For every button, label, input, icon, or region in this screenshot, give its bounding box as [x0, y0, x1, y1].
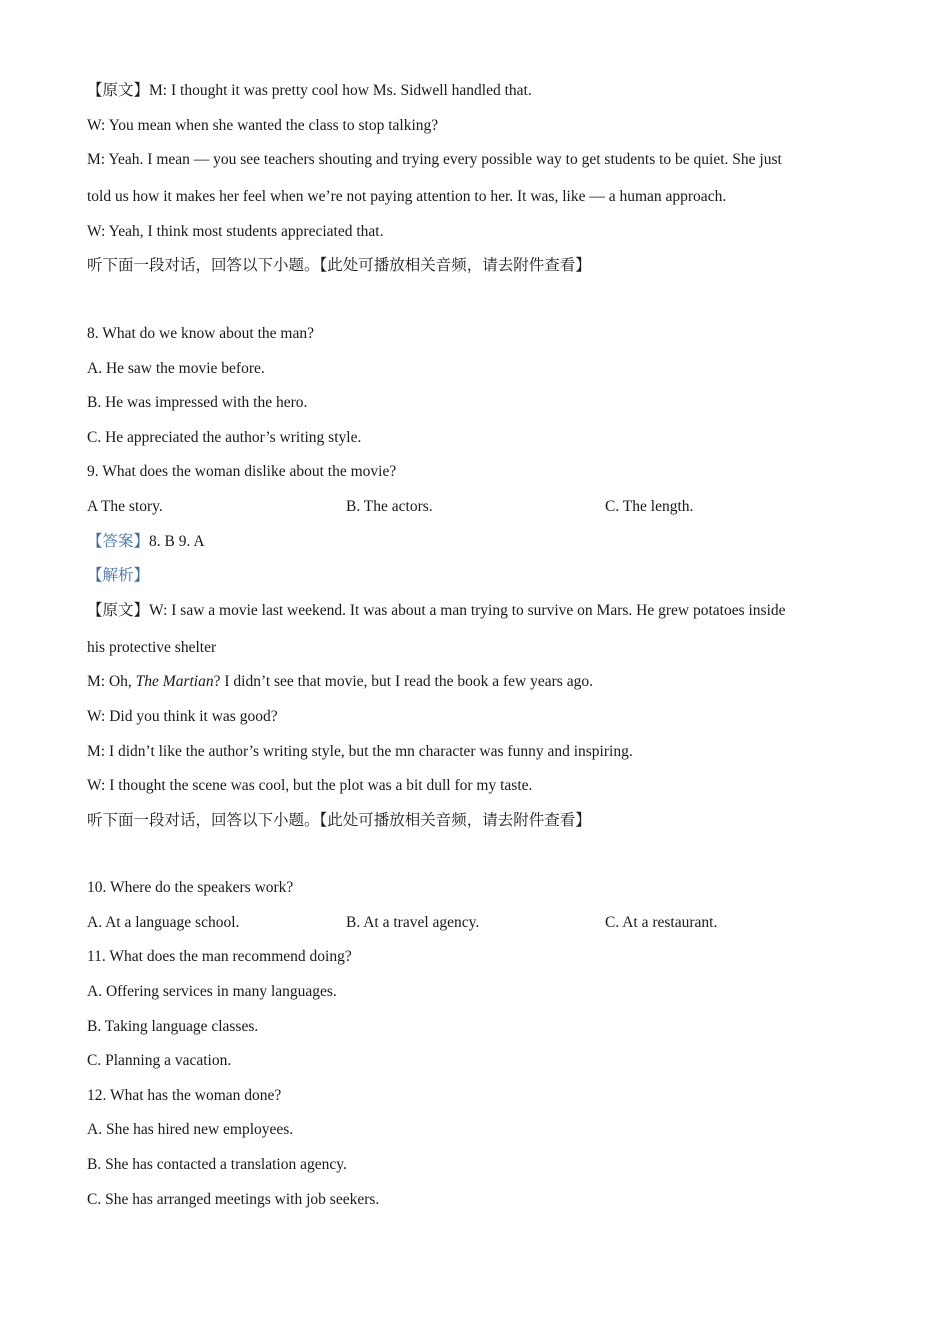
question-option: B. Taking language classes.: [87, 1017, 259, 1035]
question-option: C. At a restaurant.: [605, 913, 718, 931]
transcript-line: his protective shelter: [87, 638, 217, 656]
question-option: B. At a travel agency.: [346, 913, 480, 931]
transcript-line: W: I thought the scene was cool, but the plot was a bit dull for my taste.: [87, 777, 533, 795]
question-option: C. The length.: [605, 497, 694, 515]
transcript-text: M: Oh,: [87, 673, 136, 691]
transcript-line: [87, 184, 857, 219]
question-option: A. At a language school.: [87, 913, 240, 931]
question-stem: 8. What do we know about the man?: [87, 324, 314, 342]
question-options-row: [87, 910, 857, 945]
question-options-row: [87, 494, 857, 529]
transcript-line: [87, 598, 857, 635]
spacer: [87, 842, 857, 875]
transcript-line: [87, 669, 857, 704]
movie-title: The Martian: [135, 673, 214, 691]
question-stem: 9. What does the woman dislike about the movie?: [87, 463, 397, 481]
transcript-text: W: You mean when she wanted the class to stop talking?: [87, 116, 439, 134]
question-option: A. Offering services in many languages.: [87, 983, 337, 1001]
answer-label: 【答案】: [87, 532, 150, 550]
transcript-line: W: Did you think it was good?: [87, 707, 278, 725]
question-stem: 12. What has the woman done?: [87, 1086, 282, 1104]
spacer: [87, 288, 857, 321]
listening-instruction: 听下面一段对话，回答以下小题。【此处可播放相关音频，请去附件查看】: [87, 811, 591, 829]
question-option: B. The actors.: [346, 497, 433, 515]
question-option: C. He appreciated the author’s writing style.: [87, 428, 362, 446]
transcript-line: [87, 78, 857, 113]
transcript-text: W: I saw a movie last weekend. It was about a man trying to survive on Mars. He grew potatoes inside: [149, 601, 786, 619]
transcript-line: M: I didn’t like the author’s writing style, but the mn character was funny and inspiring.: [87, 742, 633, 760]
transcript-text: ? I didn’t see that movie, but I read the book a few years ago.: [213, 673, 593, 691]
transcript-label: 【原文】: [87, 601, 150, 619]
question-option: B. He was impressed with the hero.: [87, 394, 308, 412]
question-option: A. He saw the movie before.: [87, 359, 265, 377]
question-stem: 11. What does the man recommend doing?: [87, 948, 352, 966]
listening-instruction: [87, 253, 857, 288]
answer-text: 8. B 9. A: [149, 532, 205, 550]
question-option: C. Planning a vacation.: [87, 1052, 232, 1070]
document-page: [87, 78, 857, 1221]
question-option: A. She has hired new employees.: [87, 1121, 294, 1139]
question-stem: 10. Where do the speakers work?: [87, 879, 294, 897]
transcript-text: M: I thought it was pretty cool how Ms. Sidwell handled that.: [149, 82, 532, 99]
transcript-text: M: Yeah. I mean — you see teachers shouting and trying every possible way to get students to be quiet. She just: [87, 151, 782, 169]
instruction-text: 听下面一段对话，回答以下小题。【此处可播放相关音频，请去附件查看】: [87, 257, 591, 275]
transcript-line: [87, 219, 857, 254]
answer-line: [87, 529, 857, 564]
transcript-line: [87, 147, 857, 184]
transcript-text: told us how it makes her feel when we’re not paying attention to her. It was, like — a human approach.: [87, 188, 727, 206]
question-option: A The story.: [87, 497, 163, 515]
transcript-label: 【原文】: [87, 82, 150, 99]
question-option: B. She has contacted a translation agency.: [87, 1156, 347, 1174]
question-option: C. She has arranged meetings with job seekers.: [87, 1190, 380, 1208]
analysis-label: 【解析】: [87, 567, 150, 585]
transcript-line: [87, 113, 857, 148]
transcript-text: W: Yeah, I think most students appreciated that.: [87, 222, 384, 240]
